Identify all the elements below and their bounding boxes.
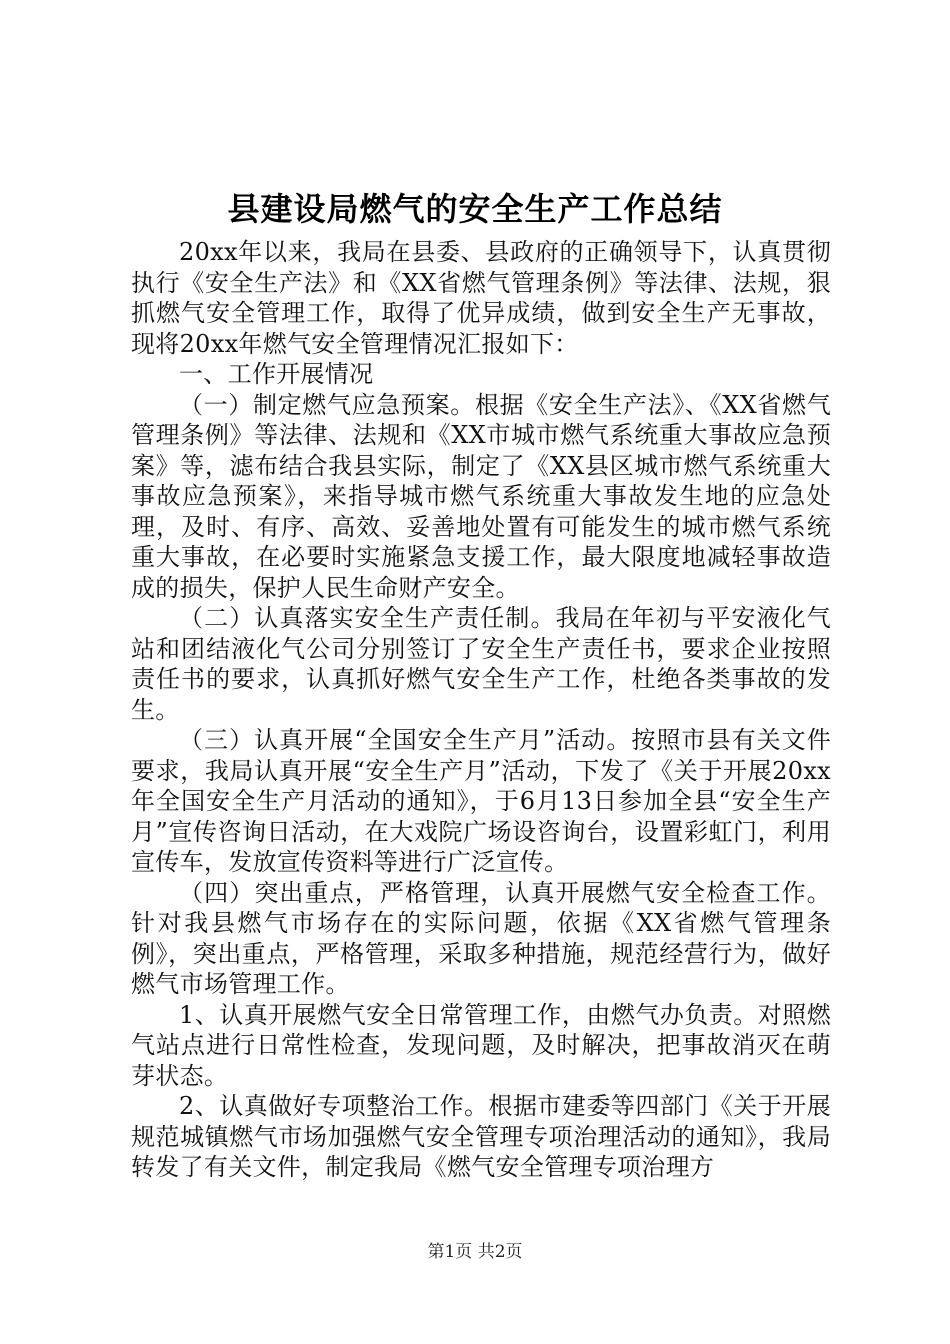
- document-body: [131, 237, 831, 1183]
- section-heading: 一、工作开展情况: [179, 360, 374, 388]
- document-title: 县建设局燃气的安全生产工作总结: [227, 190, 723, 228]
- paragraph-sub-1: 1、认真开展燃气安全日常管理工作，由燃气办负责。对照燃气站点进行日常性检查，发现问题，及时解决，把事故消灭在萌芽状态。: [131, 1000, 831, 1090]
- page-footer: 第1页 共2页: [427, 1242, 523, 1262]
- paragraph-intro: 20xx年以来，我局在县委、县政府的正确领导下，认真贯彻执行《安全生产法》和《XX省燃气管理条例》等法律、法规，狠抓燃气安全管理工作，取得了优异成绩，做到安全生产无事故，现将20xx年燃气安全管理情况汇报如下：: [131, 238, 831, 358]
- paragraph-item-4: （四）突出重点，严格管理，认真开展燃气安全检查工作。针对我县燃气市场存在的实际问题，依据《XX省燃气管理条例》，突出重点，严格管理，采取多种措施，规范经营行为，做好燃气市场管理工作。: [131, 878, 831, 998]
- paragraph-item-1: （一）制定燃气应急预案。根据《安全生产法》、《XX省燃气管理条例》等法律、法规和《XX市城市燃气系统重大事故应急预案》等，滤布结合我县实际，制定了《XX县区城市燃气系统重大事故应急预案》，来指导城市燃气系统重大事故发生地的应急处理，及时、有序、高效、妥善地处置有可能发生的城市燃气系统重大事故，在必要时实施紧急支援工作，最大限度地减轻事故造成的损失，保护人民生命财产安全。: [131, 390, 831, 602]
- paragraph-sub-2: 2、认真做好专项整治工作。根据市建委等四部门《关于开展规范城镇燃气市场加强燃气安全管理专项治理活动的通知》，我局转发了有关文件，制定我局《燃气安全管理专项治理方: [131, 1092, 831, 1181]
- paragraph-item-2: （二）认真落实安全生产责任制。我局在年初与平安液化气站和团结液化气公司分别签订了安全生产责任书，要求企业按照责任书的要求，认真抓好燃气安全生产工作，杜绝各类事故的发生。: [131, 604, 831, 724]
- paragraph-item-3: （三）认真开展“全国安全生产月”活动。按照市县有关文件要求，我局认真开展“安全生产月”活动，下发了《关于开展20xx年全国安全生产月活动的通知》，于6月13日参加全县“安全生产月”宣传咨询日活动，在大戏院广场设咨询台，设置彩虹门，利用宣传车，发放宣传资料等进行广泛宣传。: [131, 726, 831, 876]
